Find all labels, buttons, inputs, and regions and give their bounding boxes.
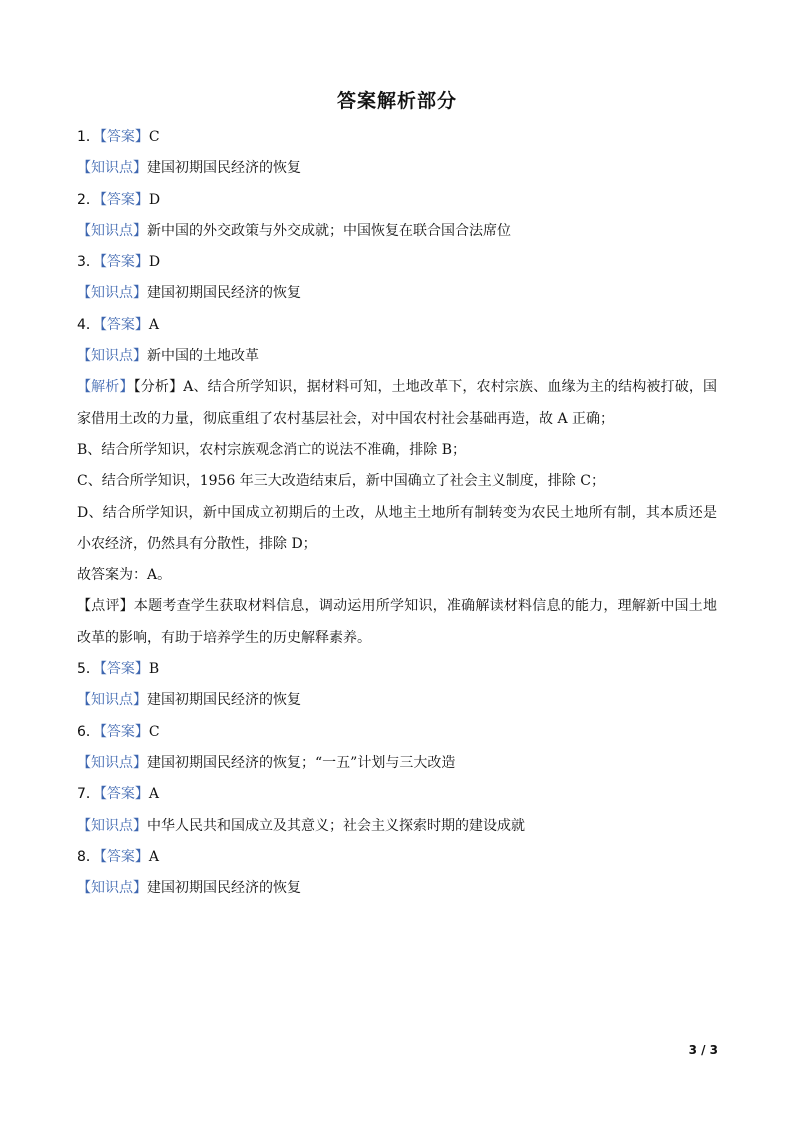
answer-line-1: [77, 122, 717, 153]
page-number: 3 / 3: [688, 1043, 718, 1057]
analysis-paragraph-b: B、结合所学知识，农村宗族观念消亡的说法不准确，排除 B；: [77, 441, 467, 458]
answer-tag: 【答案】: [99, 848, 149, 865]
answer-value: A: [148, 848, 160, 865]
answer-line-3: [77, 247, 717, 278]
knowledge-line-2: [77, 216, 717, 247]
knowledge-text: 建国初期国民经济的恢复: [147, 692, 301, 709]
knowledge-tag: 【知识点】: [77, 160, 147, 177]
analysis-conclusion: 故答案为：A。: [77, 567, 172, 584]
answer-value: C: [148, 723, 160, 740]
knowledge-text: 新中国的外交政策与外交成就；中国恢复在联合国合法席位: [147, 222, 511, 239]
answer-line-7: [77, 779, 717, 810]
answer-tag: 【答案】: [99, 191, 149, 208]
answer-value: A: [148, 786, 160, 803]
question-number: 7．: [77, 786, 100, 803]
knowledge-text: 中华人民共和国成立及其意义；社会主义探索时期的建设成就: [147, 817, 525, 834]
answer-value: A: [148, 316, 160, 333]
question-number: 4．: [77, 316, 100, 333]
knowledge-line-8: [77, 873, 717, 904]
question-number: 2．: [77, 191, 100, 208]
analysis-paragraph-a: [77, 372, 717, 435]
question-number: 6．: [77, 723, 100, 740]
knowledge-text: 建国初期国民经济的恢复: [147, 880, 301, 897]
page-title: 答案解析部分: [336, 90, 457, 112]
answer-line-6: [77, 717, 717, 748]
knowledge-tag: 【知识点】: [77, 754, 147, 771]
answer-tag: 【答案】: [99, 786, 149, 803]
question-number: 8．: [77, 848, 100, 865]
knowledge-text: 建国初期国民经济的恢复: [147, 160, 301, 177]
knowledge-tag: 【知识点】: [77, 348, 147, 365]
question-number: 5．: [77, 661, 100, 678]
knowledge-line-1: [77, 153, 717, 184]
answer-tag: 【答案】: [99, 129, 149, 145]
knowledge-tag: 【知识点】: [77, 692, 147, 709]
answer-line-4: [77, 310, 717, 341]
answer-tag: 【答案】: [99, 661, 149, 678]
answer-tag: 【答案】: [99, 254, 149, 271]
knowledge-tag: 【知识点】: [77, 222, 147, 239]
question-number: 3．: [77, 254, 100, 271]
knowledge-text: 建国初期国民经济的恢复: [147, 285, 301, 302]
comment-paragraph: 【点评】本题考查学生获取材料信息，调动运用所学知识，准确解读材料信息的能力，理解新中国土地改革的影响，有助于培养学生的历史解释素养。: [77, 598, 717, 646]
answer-value: D: [148, 254, 161, 271]
answer-line-5: [77, 654, 717, 685]
answer-value: D: [148, 191, 161, 208]
knowledge-line-7: [77, 811, 717, 842]
analysis-text: 【分析】A、结合所学知识，据材料可知，土地改革下，农村宗族、血缘为主的结构被打破，国家借用土改的力量，彻底重组了农村基层社会，对中国农村社会基础再造，故 A 正确；: [77, 379, 718, 427]
answer-value: B: [148, 661, 160, 678]
analysis-paragraph-c: C、结合所学知识，1956 年三大改造结束后，新中国确立了社会主义制度，排除 C；: [77, 473, 605, 490]
knowledge-line-6: [77, 748, 717, 779]
knowledge-text: 新中国的土地改革: [147, 348, 259, 365]
answer-tag: 【答案】: [99, 723, 149, 740]
knowledge-line-3: [77, 278, 717, 309]
analysis-paragraph-d: D、结合所学知识，新中国成立初期后的土改，从地主土地所有制转变为农民土地所有制，其本质还是小农经济，仍然具有分散性，排除 D；: [77, 504, 717, 552]
analysis-tag: 【解析】: [77, 379, 134, 396]
answer-value: C: [148, 129, 160, 145]
answer-tag: 【答案】: [99, 316, 149, 333]
knowledge-tag: 【知识点】: [77, 285, 147, 302]
knowledge-line-5: [77, 685, 717, 716]
answer-line-2: [77, 185, 717, 216]
question-number: 1．: [77, 129, 100, 145]
answer-content: [77, 122, 717, 904]
answer-line-8: [77, 842, 717, 873]
knowledge-text: 建国初期国民经济的恢复；“一五”计划与三大改造: [147, 754, 456, 771]
knowledge-line-4: [77, 341, 717, 372]
knowledge-tag: 【知识点】: [77, 880, 147, 897]
knowledge-tag: 【知识点】: [77, 817, 147, 834]
